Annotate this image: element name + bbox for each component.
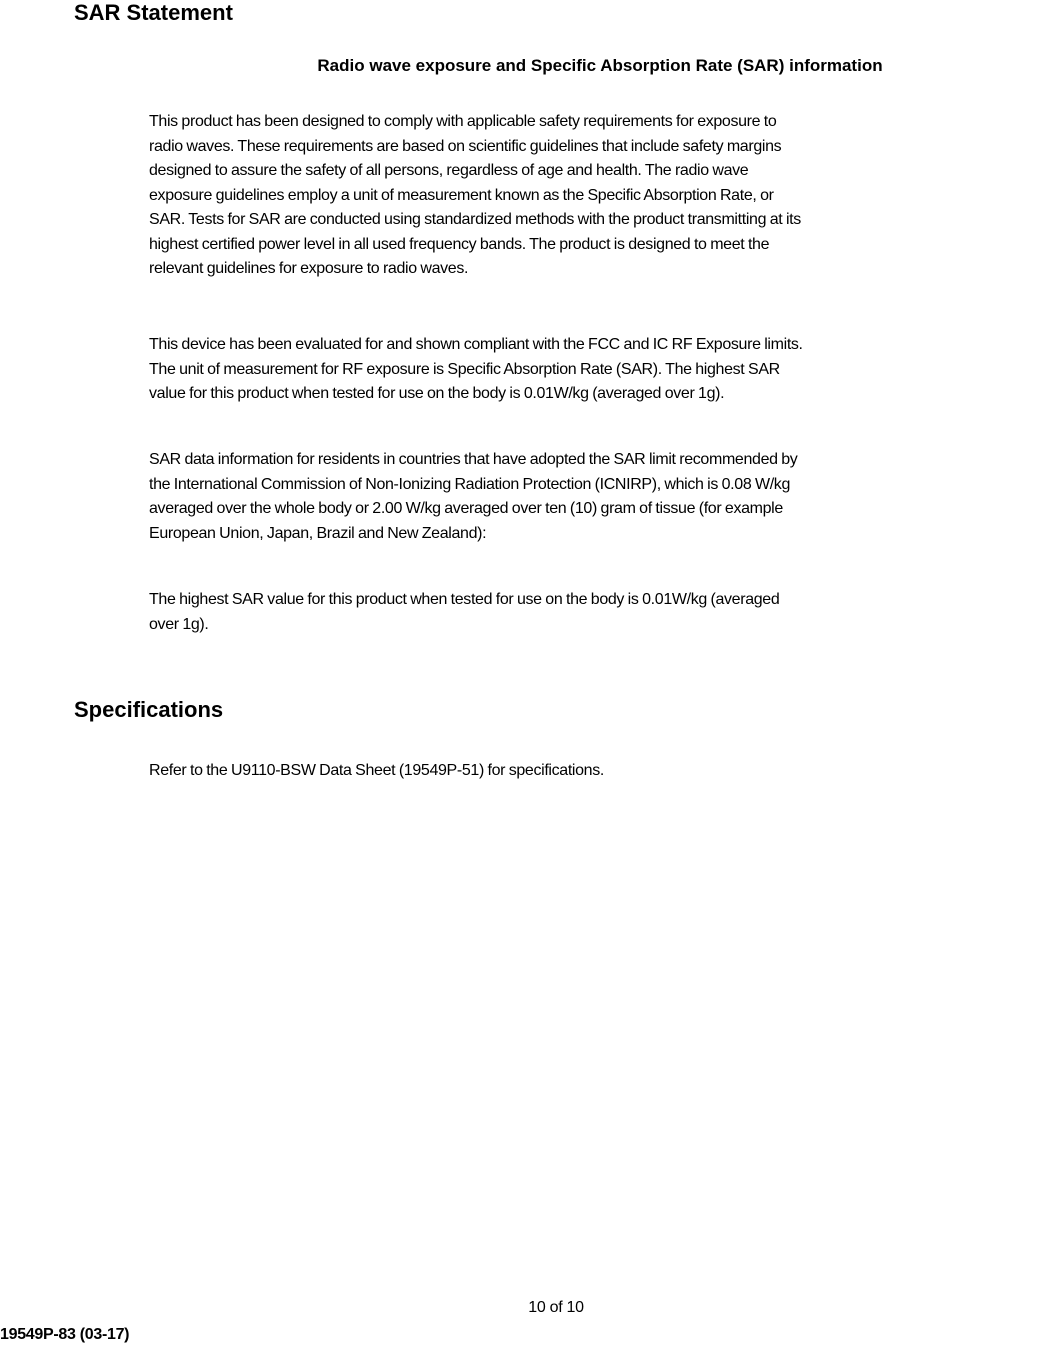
text-line: highest certified power level in all used frequency bands. The product is designed to meet the [149, 235, 770, 253]
text-line: radio waves. These requirements are based on scientific guidelines that include safety margins [149, 137, 782, 155]
text-line: relevant guidelines for exposure to radio waves. [149, 260, 469, 277]
sar-paragraph-1 [149, 110, 1055, 282]
text-line: exposure guidelines employ a unit of measurement known as the Specific Absorption Rate, or [149, 186, 774, 204]
sar-paragraph-2 [149, 333, 1055, 407]
text-line: SAR data information for residents in countries that have adopted the SAR limit recommended by [149, 451, 798, 468]
text-line: averaged over the whole body or 2.00 W/kg averaged over ten (10) gram of tissue (for example [149, 500, 783, 517]
specifications-paragraph [149, 759, 1055, 784]
specifications-heading: Specifications [74, 697, 224, 722]
text-line: European Union, Japan, Brazil and New Zealand): [149, 524, 487, 542]
text-line: This product has been designed to comply with applicable safety requirements for exposure to [149, 113, 777, 130]
text-line: The highest SAR value for this product when tested for use on the body is 0.01W/kg (averaged [149, 591, 780, 608]
text-line: Refer to the U9110-BSW Data Sheet (19549P-51) for specifications. [149, 762, 604, 779]
text-line: SAR. Tests for SAR are conducted using standardized methods with the product transmitting at its [149, 211, 801, 228]
page-number: 10 of 10 [528, 1299, 584, 1316]
sar-paragraph-4 [149, 588, 1055, 637]
text-line: over 1g). [149, 615, 209, 633]
sar-paragraph-3 [149, 448, 1055, 546]
sar-subtitle: Radio wave exposure and Specific Absorption Rate (SAR) information [317, 56, 883, 75]
text-line: The unit of measurement for RF exposure is Specific Absorption Rate (SAR). The highest SAR [149, 360, 780, 378]
sar-statement-heading: SAR Statement [74, 0, 233, 25]
text-line: the International Commission of Non-Ionizing Radiation Protection (ICNIRP), which is 0.08 W/kg [149, 475, 791, 493]
text-line: designed to assure the safety of all persons, regardless of age and health. The radio wave [149, 162, 749, 179]
document-id: 19549P-83 (03-17) [0, 1326, 130, 1343]
text-line: value for this product when tested for use on the body is 0.01W/kg (averaged over 1g). [149, 385, 725, 402]
text-line: This device has been evaluated for and shown compliant with the FCC and IC RF Exposure limits. [149, 336, 803, 353]
